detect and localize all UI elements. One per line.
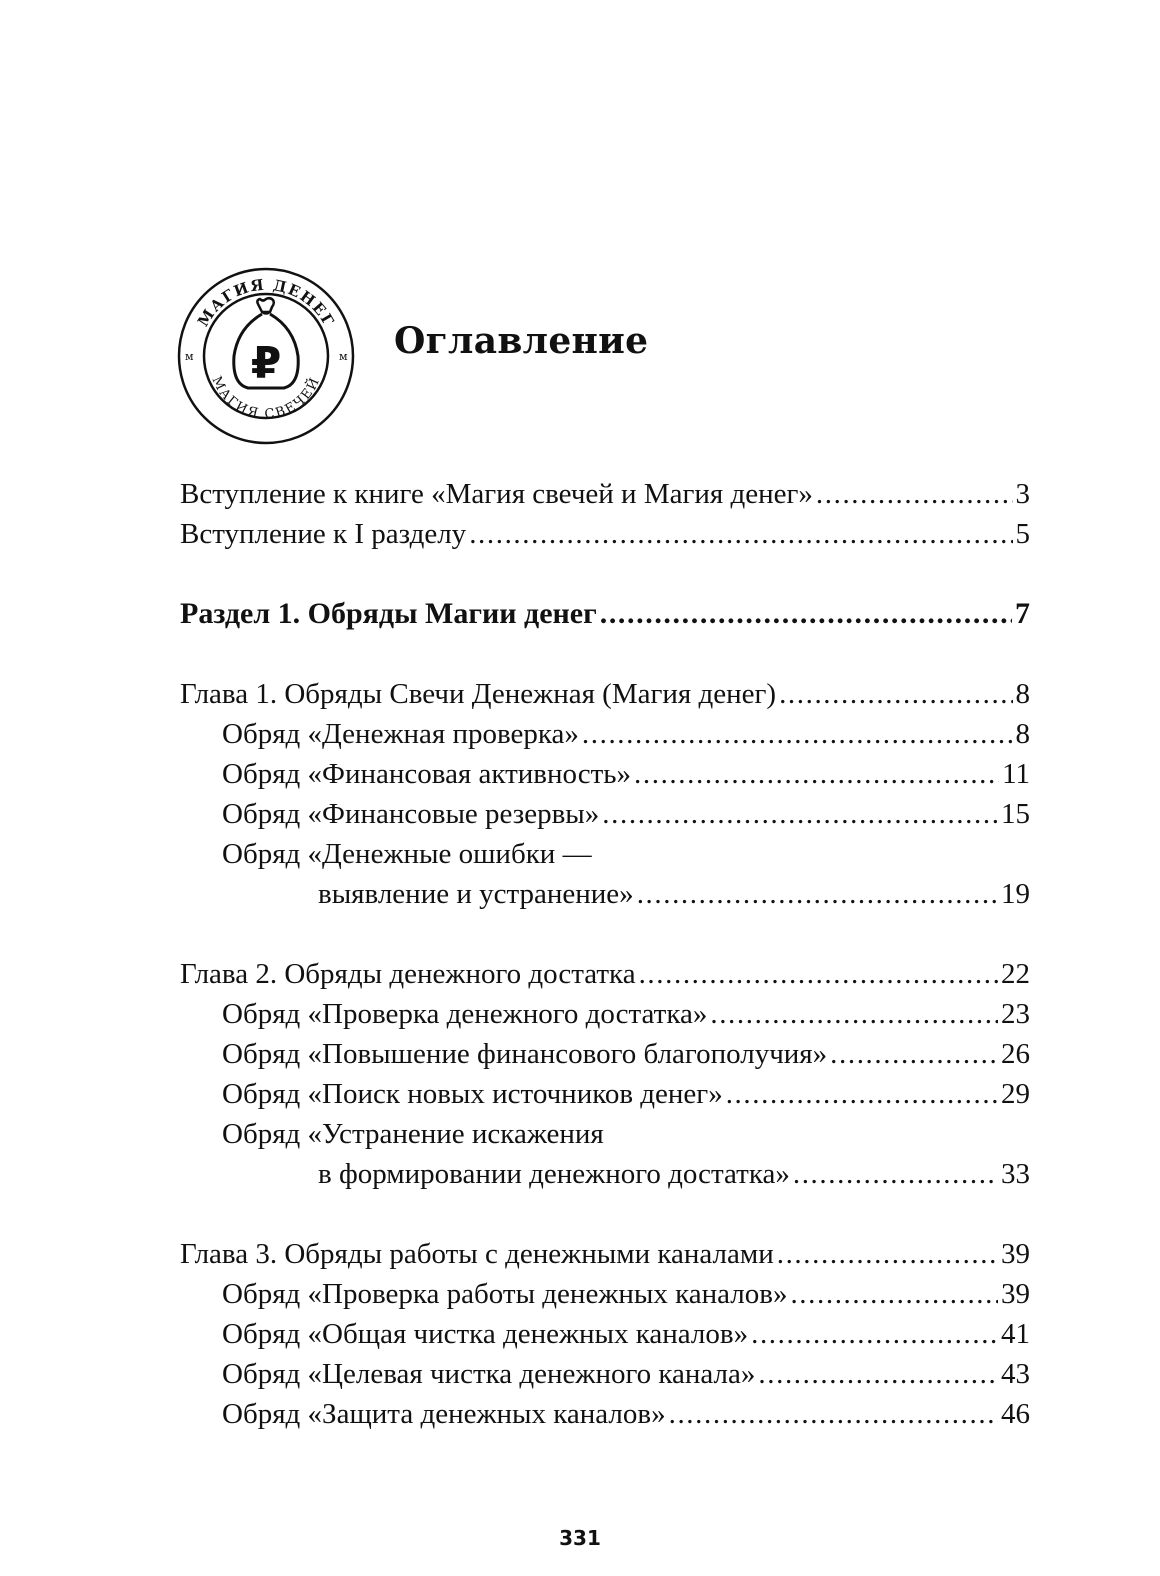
toc-entry-rite (180, 1314, 1030, 1354)
dot-leader (634, 754, 999, 794)
toc-entry-title: Обряд «Финансовая активность» (222, 758, 632, 790)
toc-page-number: 19 (1001, 878, 1030, 910)
toc-entry-intro-book (180, 474, 1030, 514)
toc-entry-title: Вступление к I разделу (180, 518, 467, 550)
toc-entry-section-1 (180, 594, 1030, 634)
toc-entry-rite (180, 714, 1030, 754)
toc-entry-rite (180, 754, 1030, 794)
toc-page-number: 8 (1015, 678, 1030, 710)
dot-leader (830, 1034, 998, 1074)
toc-entry-title-continuation: в формировании денежного достатка» (318, 1158, 790, 1190)
dot-leader (816, 474, 1013, 514)
dot-leader (726, 1074, 998, 1114)
toc-entry-rite (180, 1274, 1030, 1314)
toc-page-number: 29 (1001, 1078, 1030, 1110)
dot-leader (777, 1234, 998, 1274)
toc-page-number: 46 (1001, 1398, 1030, 1430)
toc-page-number: 39 (1001, 1238, 1030, 1270)
seal-left-mark: м (185, 350, 194, 363)
toc-entry-title: Глава 2. Обряды денежного достатка (180, 958, 636, 990)
toc-page-number: 43 (1001, 1358, 1030, 1390)
toc-entry-rite (180, 1354, 1030, 1394)
toc-entry-rite (180, 1074, 1030, 1114)
dot-leader (793, 1154, 998, 1194)
toc-entry-title: Обряд «Защита денежных каналов» (222, 1398, 666, 1430)
magic-money-seal-logo (176, 266, 356, 446)
toc-entry-title: Обряд «Целевая чистка денежного канала» (222, 1358, 756, 1390)
toc-entry-rite (180, 994, 1030, 1034)
toc-entry-rite-first-line (180, 1114, 1030, 1154)
toc-page-number: 8 (1015, 718, 1030, 750)
toc-entry-chapter-1 (180, 674, 1030, 714)
toc-page-number: 23 (1001, 998, 1030, 1030)
dot-leader (669, 1394, 998, 1434)
dot-leader (790, 1274, 998, 1314)
dot-leader (469, 514, 1012, 554)
toc-entry-title-continuation: выявление и устранение» (318, 878, 634, 910)
toc-entry-title: Раздел 1. Обряды Магии денег (180, 597, 597, 630)
toc-page-number: 5 (1015, 518, 1030, 550)
dot-leader (600, 594, 1012, 634)
toc-page-number: 39 (1001, 1278, 1030, 1310)
dot-leader (710, 994, 998, 1034)
toc-spacer (180, 554, 1030, 594)
toc-entry-rite (180, 1034, 1030, 1074)
toc-entry-rite (180, 794, 1030, 834)
toc-entry-title: Обряд «Проверка работы денежных каналов» (222, 1278, 788, 1310)
page-number: 331 (559, 1526, 601, 1550)
toc-entry-chapter-3 (180, 1234, 1030, 1274)
page-title: Оглавление (394, 320, 649, 362)
seal-top-text: МАГИЯ ДЕНЕГ (194, 275, 339, 330)
toc-spacer (180, 1194, 1030, 1234)
toc-entry-rite (180, 1394, 1030, 1434)
table-of-contents (180, 474, 1030, 1434)
toc-entry-rite-first-line (180, 834, 1030, 874)
toc-entry-title: Обряд «Общая чистка денежных каналов» (222, 1318, 749, 1350)
toc-entry-title: Обряд «Денежные ошибки — (222, 838, 592, 870)
toc-entry-title: Обряд «Устранение искажения (222, 1118, 604, 1150)
dot-leader (639, 954, 998, 994)
toc-spacer (180, 914, 1030, 954)
dot-leader (602, 794, 998, 834)
toc-entry-title: Глава 1. Обряды Свечи Денежная (Магия денег) (180, 678, 777, 710)
toc-page-number: 26 (1001, 1038, 1030, 1070)
toc-entry-title: Обряд «Проверка денежного достатка» (222, 998, 708, 1030)
dot-leader (637, 874, 998, 914)
dot-leader (751, 1314, 998, 1354)
toc-spacer (180, 634, 1030, 674)
toc-page-number: 41 (1001, 1318, 1030, 1350)
toc-page-number: 15 (1001, 798, 1030, 830)
toc-entry-title: Обряд «Повышение финансового благополучия» (222, 1038, 828, 1070)
toc-page-number: 33 (1001, 1158, 1030, 1190)
toc-entry-chapter-2 (180, 954, 1030, 994)
seal-bottom-text: МАГИЯ СВЕЧЕЙ (208, 374, 324, 423)
toc-entry-rite-continuation (180, 874, 1030, 914)
toc-page-number: 7 (1015, 597, 1030, 630)
dot-leader (779, 674, 1012, 714)
toc-page-number: 11 (1002, 758, 1030, 790)
toc-page-number: 3 (1015, 478, 1030, 510)
dot-leader (582, 714, 1013, 754)
toc-entry-title: Обряд «Денежная проверка» (222, 718, 579, 750)
toc-entry-rite-continuation (180, 1154, 1030, 1194)
toc-entry-title: Глава 3. Обряды работы с денежными каналами (180, 1238, 774, 1270)
toc-entry-title: Вступление к книге «Магия свечей и Магия денег» (180, 478, 813, 510)
seal-right-mark: м (339, 350, 348, 363)
ruble-icon: ₽ (250, 338, 282, 389)
toc-entry-title: Обряд «Финансовые резервы» (222, 798, 600, 830)
dot-leader (758, 1354, 998, 1394)
toc-entry-intro-section (180, 514, 1030, 554)
toc-entry-title: Обряд «Поиск новых источников денег» (222, 1078, 723, 1110)
toc-page-number: 22 (1001, 958, 1030, 990)
